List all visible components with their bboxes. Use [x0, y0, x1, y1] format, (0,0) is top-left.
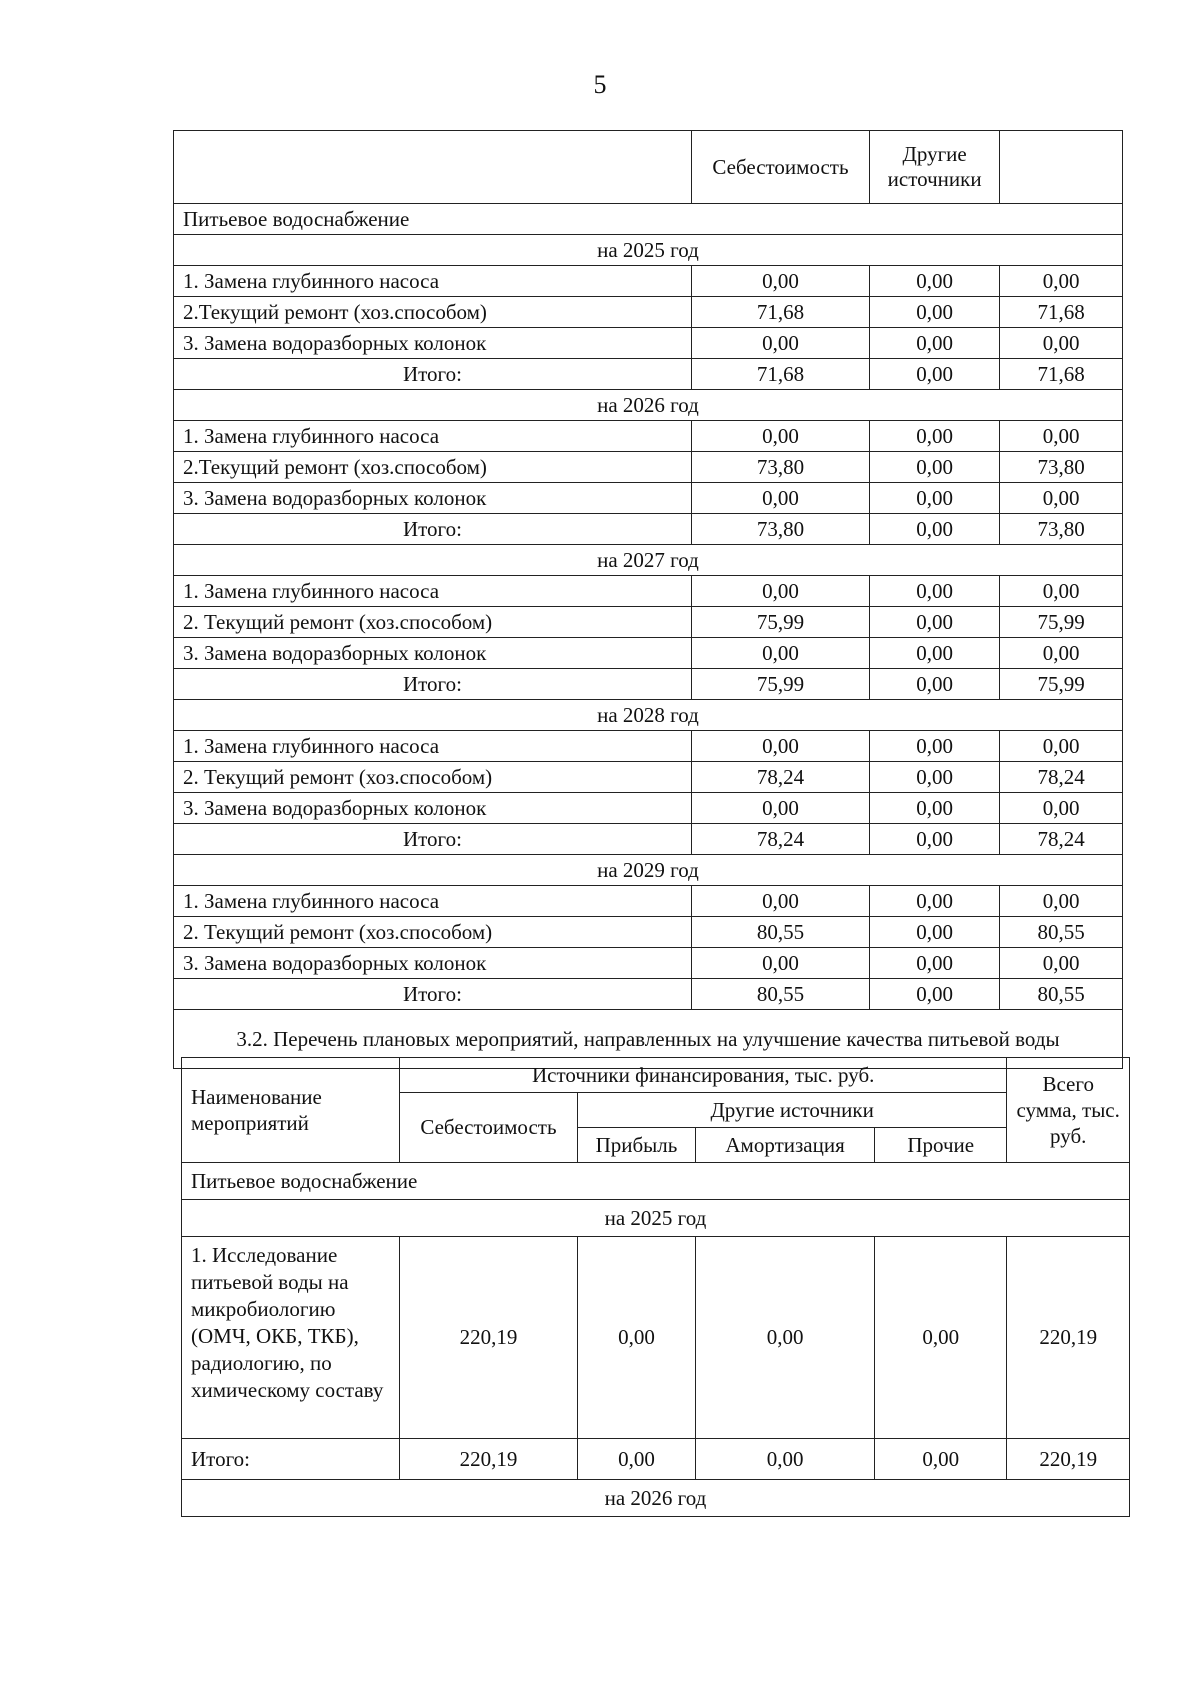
year-row [174, 545, 1123, 576]
header-empty-cell [174, 131, 692, 204]
total-value: 0,00 [1000, 793, 1123, 824]
total-value: 78,24 [1000, 824, 1123, 855]
water-supply-table [173, 130, 1123, 1069]
total-value: 71,68 [1000, 297, 1123, 328]
total-label: Итого: [174, 514, 692, 545]
cost-value: 71,68 [691, 297, 869, 328]
table-row [182, 1237, 1130, 1439]
total-value: 71,68 [1000, 359, 1123, 390]
cost-value: 0,00 [691, 421, 869, 452]
table-row [174, 576, 1123, 607]
year-row [174, 390, 1123, 421]
cost-value: 75,99 [691, 669, 869, 700]
header-funding-sources: Источники финансирования, тыс. руб. [400, 1058, 1007, 1093]
measure-name: 1. Замена глубинного насоса [174, 886, 692, 917]
other-value: 0,00 [869, 576, 999, 607]
header-cost: Себестоимость [400, 1093, 578, 1163]
total-row [174, 979, 1123, 1010]
measure-name: 3. Замена водоразборных колонок [174, 483, 692, 514]
cost-value: 0,00 [691, 328, 869, 359]
table-row [174, 886, 1123, 917]
measure-name: 1. Замена глубинного насоса [174, 421, 692, 452]
table-row [174, 948, 1123, 979]
total-label: Итого: [174, 359, 692, 390]
total-value: 75,99 [1000, 669, 1123, 700]
other-value: 0,00 [869, 266, 999, 297]
header-other: Прочие [875, 1128, 1007, 1163]
year-label: на 2026 год [174, 390, 1123, 421]
year-label: на 2028 год [174, 700, 1123, 731]
header-profit: Прибыль [577, 1128, 695, 1163]
other-value: 0,00 [869, 669, 999, 700]
cost-value: 0,00 [691, 948, 869, 979]
year-row [174, 235, 1123, 266]
total-row [182, 1439, 1130, 1480]
header-total-empty [1000, 131, 1123, 204]
table-row [174, 266, 1123, 297]
measure-name: 1. Замена глубинного насоса [174, 731, 692, 762]
other-value: 0,00 [869, 514, 999, 545]
section-row [174, 204, 1123, 235]
table-row [174, 297, 1123, 328]
cost-value: 75,99 [691, 607, 869, 638]
table-row [174, 917, 1123, 948]
cost-value: 0,00 [691, 576, 869, 607]
cost-value: 220,19 [400, 1237, 578, 1439]
other-value: 0,00 [869, 297, 999, 328]
measure-name: 1. Исследование питьевой воды на микробиологию (ОМЧ, ОКБ, ТКБ), радиологию, по химическому составу [182, 1237, 400, 1439]
measure-name: 2. Текущий ремонт (хоз.способом) [174, 917, 692, 948]
year-row [182, 1480, 1130, 1517]
amortization-value: 0,00 [696, 1439, 875, 1480]
cost-value: 71,68 [691, 359, 869, 390]
total-label: Итого: [174, 669, 692, 700]
cost-value: 80,55 [691, 979, 869, 1010]
table-header-row [174, 131, 1123, 204]
year-label: на 2025 год [174, 235, 1123, 266]
section-label: Питьевое водоснабжение [174, 204, 1123, 235]
subsection-title: 3.2. Перечень плановых мероприятий, направленных на улучшение качества питьевой воды [174, 1010, 1123, 1069]
measure-name: 3. Замена водоразборных колонок [174, 948, 692, 979]
amortization-value: 0,00 [696, 1237, 875, 1439]
total-value: 73,80 [1000, 452, 1123, 483]
other-value: 0,00 [875, 1237, 1007, 1439]
total-label: Итого: [182, 1439, 400, 1480]
total-value: 220,19 [1007, 1439, 1130, 1480]
measure-name: 3. Замена водоразборных колонок [174, 793, 692, 824]
year-label: на 2027 год [174, 545, 1123, 576]
table-row [174, 731, 1123, 762]
measure-name: 2.Текущий ремонт (хоз.способом) [174, 297, 692, 328]
header-amortization: Амортизация [696, 1128, 875, 1163]
total-label: Итого: [174, 824, 692, 855]
cost-value: 0,00 [691, 483, 869, 514]
header-other-sources: Другие источники [869, 131, 999, 204]
other-value: 0,00 [869, 886, 999, 917]
total-value: 80,55 [1000, 979, 1123, 1010]
table-row [174, 762, 1123, 793]
total-value: 220,19 [1007, 1237, 1130, 1439]
table-row [174, 452, 1123, 483]
cost-value: 73,80 [691, 452, 869, 483]
quality-measures-table [181, 1057, 1130, 1517]
header-total-sum: Всего сумма, тыс. руб. [1007, 1058, 1130, 1163]
total-value: 0,00 [1000, 948, 1123, 979]
other-value: 0,00 [869, 421, 999, 452]
cost-value: 0,00 [691, 266, 869, 297]
total-row [174, 359, 1123, 390]
section-label: Питьевое водоснабжение [182, 1163, 1130, 1200]
cost-value: 73,80 [691, 514, 869, 545]
year-row [174, 855, 1123, 886]
total-value: 75,99 [1000, 607, 1123, 638]
table-row [174, 483, 1123, 514]
total-value: 0,00 [1000, 638, 1123, 669]
measure-name: 1. Замена глубинного насоса [174, 266, 692, 297]
other-value: 0,00 [875, 1439, 1007, 1480]
year-row [174, 700, 1123, 731]
total-value: 0,00 [1000, 576, 1123, 607]
measure-name: 2. Текущий ремонт (хоз.способом) [174, 607, 692, 638]
year-label: на 2029 год [174, 855, 1123, 886]
total-value: 73,80 [1000, 514, 1123, 545]
other-value: 0,00 [869, 793, 999, 824]
page-number: 5 [593, 70, 607, 99]
cost-value: 0,00 [691, 886, 869, 917]
measure-name: 3. Замена водоразборных колонок [174, 638, 692, 669]
total-value: 0,00 [1000, 731, 1123, 762]
other-value: 0,00 [869, 731, 999, 762]
year-label-2026: на 2026 год [182, 1480, 1130, 1517]
cost-value: 0,00 [691, 793, 869, 824]
total-value: 78,24 [1000, 762, 1123, 793]
total-value: 0,00 [1000, 421, 1123, 452]
total-row [174, 824, 1123, 855]
header-measure-name: Наименование мероприятий [182, 1058, 400, 1163]
other-value: 0,00 [869, 917, 999, 948]
cost-value: 0,00 [691, 638, 869, 669]
measure-name: 2. Текущий ремонт (хоз.способом) [174, 762, 692, 793]
other-value: 0,00 [869, 979, 999, 1010]
total-value: 0,00 [1000, 328, 1123, 359]
profit-value: 0,00 [577, 1439, 695, 1480]
other-value: 0,00 [869, 638, 999, 669]
other-value: 0,00 [869, 824, 999, 855]
cost-value: 80,55 [691, 917, 869, 948]
other-value: 0,00 [869, 359, 999, 390]
other-value: 0,00 [869, 483, 999, 514]
other-value: 0,00 [869, 607, 999, 638]
total-row [174, 514, 1123, 545]
cost-value: 220,19 [400, 1439, 578, 1480]
total-row [174, 669, 1123, 700]
measure-name: 1. Замена глубинного насоса [174, 576, 692, 607]
table-row [174, 638, 1123, 669]
header-cost: Себестоимость [691, 131, 869, 204]
year-label-2025: на 2025 год [182, 1200, 1130, 1237]
cost-value: 78,24 [691, 824, 869, 855]
table-row [174, 607, 1123, 638]
cost-value: 0,00 [691, 731, 869, 762]
header-row-1 [182, 1058, 1130, 1093]
other-value: 0,00 [869, 762, 999, 793]
header-other-sources: Другие источники [577, 1093, 1007, 1128]
section-row [182, 1163, 1130, 1200]
measure-name: 3. Замена водоразборных колонок [174, 328, 692, 359]
cost-value: 78,24 [691, 762, 869, 793]
other-value: 0,00 [869, 948, 999, 979]
total-value: 0,00 [1000, 483, 1123, 514]
total-label: Итого: [174, 979, 692, 1010]
total-value: 0,00 [1000, 886, 1123, 917]
other-value: 0,00 [869, 328, 999, 359]
year-row [182, 1200, 1130, 1237]
table-row [174, 421, 1123, 452]
table-row [174, 328, 1123, 359]
total-value: 0,00 [1000, 266, 1123, 297]
other-value: 0,00 [869, 452, 999, 483]
table-row [174, 793, 1123, 824]
profit-value: 0,00 [577, 1237, 695, 1439]
measure-name: 2.Текущий ремонт (хоз.способом) [174, 452, 692, 483]
total-value: 80,55 [1000, 917, 1123, 948]
